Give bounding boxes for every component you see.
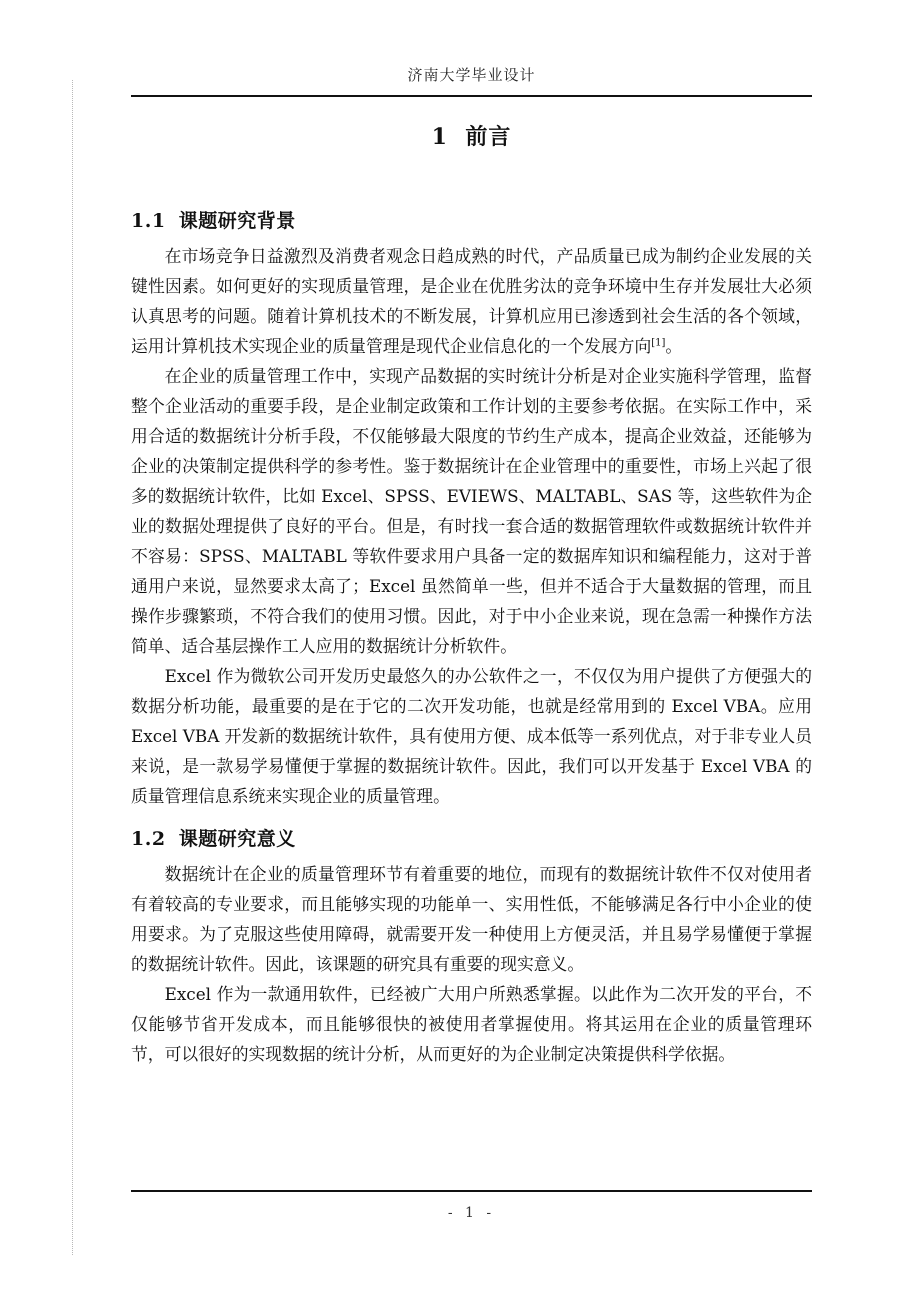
binding-margin-line (72, 80, 73, 1255)
paragraph (131, 241, 812, 361)
page-number: - 1 - (447, 1205, 496, 1221)
paragraph-text: 在企业的质量管理工作中，实现产品数据的实时统计分析是对企业实施科学管理，监督整个企业活动的重要手段，是企业制定政策和工作计划的主要参考依据。在实际工作中，采用合适的数据统计分析手段，不仅能够最大限度的节约生产成本，提高企业效益，还能够为企业的决策制定提供科学的参考性。鉴于数据统计在企业管理中的重要性，市场上兴起了很多的数据统计软件，比如 Excel、SPSS、EVIEWS、MALTABL、SAS 等，这些软件为企业的数据处理提供了良好的平台。但是，有时找一套合适的数据管理软件或数据统计软件并不容易：SPSS、MALTABL 等软件要求用户具备一定的数据库知识和编程能力，这对于普通用户来说，显然要求太高了；Excel 虽然简单一些，但并不适合于大量数据的管理，而且操作步骤繁琐，不符合我们的使用习惯。因此，对于中小企业来说，现在急需一种操作方法简单、适合基层操作工人应用的数据统计分析软件。 (131, 366, 812, 656)
section-heading (131, 201, 812, 241)
chapter-title-text: 前言 (465, 124, 512, 150)
header-rule (131, 95, 812, 97)
section-title: 课题研究意义 (178, 828, 296, 850)
paragraph (131, 859, 812, 979)
chapter-title (131, 120, 812, 151)
section-title: 课题研究背景 (178, 210, 296, 232)
document-page (131, 0, 812, 1302)
paragraph (131, 361, 812, 661)
paragraph (131, 661, 812, 811)
citation-marker: [1] (651, 337, 666, 349)
chapter-number: 1 (431, 124, 448, 150)
paragraph-text: Excel 作为一款通用软件，已经被广大用户所熟悉掌握。以此作为二次开发的平台，不仅能够节省开发成本，而且能够很快的被使用者掌握使用。将其运用在企业的质量管理环节，可以很好的实现数据的统计分析，从而更好的为企业制定决策提供科学依据。 (131, 984, 812, 1064)
section-number: 1.2 (131, 828, 166, 850)
paragraph-text: 数据统计在企业的质量管理环节有着重要的地位，而现有的数据统计软件不仅对使用者有着较高的专业要求，而且能够实现的功能单一、实用性低，不能够满足各行中小企业的使用要求。为了克服这些使用障碍，就需要开发一种使用上方便灵活，并且易学易懂便于掌握的数据统计软件。因此，该课题的研究具有重要的现实意义。 (131, 864, 812, 974)
section-number: 1.1 (131, 210, 166, 232)
footer-rule (131, 1190, 812, 1192)
paragraph-text: 在市场竞争日益激烈及消费者观念日趋成熟的时代，产品质量已成为制约企业发展的关键性因素。如何更好的实现质量管理，是企业在优胜劣汰的竞争环境中生存并发展壮大必须认真思考的问题。随着计算机技术的不断发展，计算机应用已渗透到社会生活的各个领域，运用计算机技术实现企业的质量管理是现代企业信息化的一个发展方向 (131, 246, 812, 356)
paragraph-text: Excel 作为微软公司开发历史最悠久的办公软件之一，不仅仅为用户提供了方便强大的数据分析功能，最重要的是在于它的二次开发功能，也就是经常用到的 Excel VBA。应用 Excel VBA 开发新的数据统计软件，具有使用方便、成本低等一系列优点，对于非专业人员来说，是一款易学易懂便于掌握的数据统计软件。因此，我们可以开发基于 Excel VBA 的质量管理信息系统来实现企业的质量管理。 (131, 666, 812, 806)
section-heading (131, 819, 812, 859)
running-header: 济南大学毕业设计 (407, 66, 536, 84)
paragraph (131, 979, 812, 1069)
body-text (131, 201, 812, 1069)
paragraph-end: 。 (665, 336, 683, 356)
